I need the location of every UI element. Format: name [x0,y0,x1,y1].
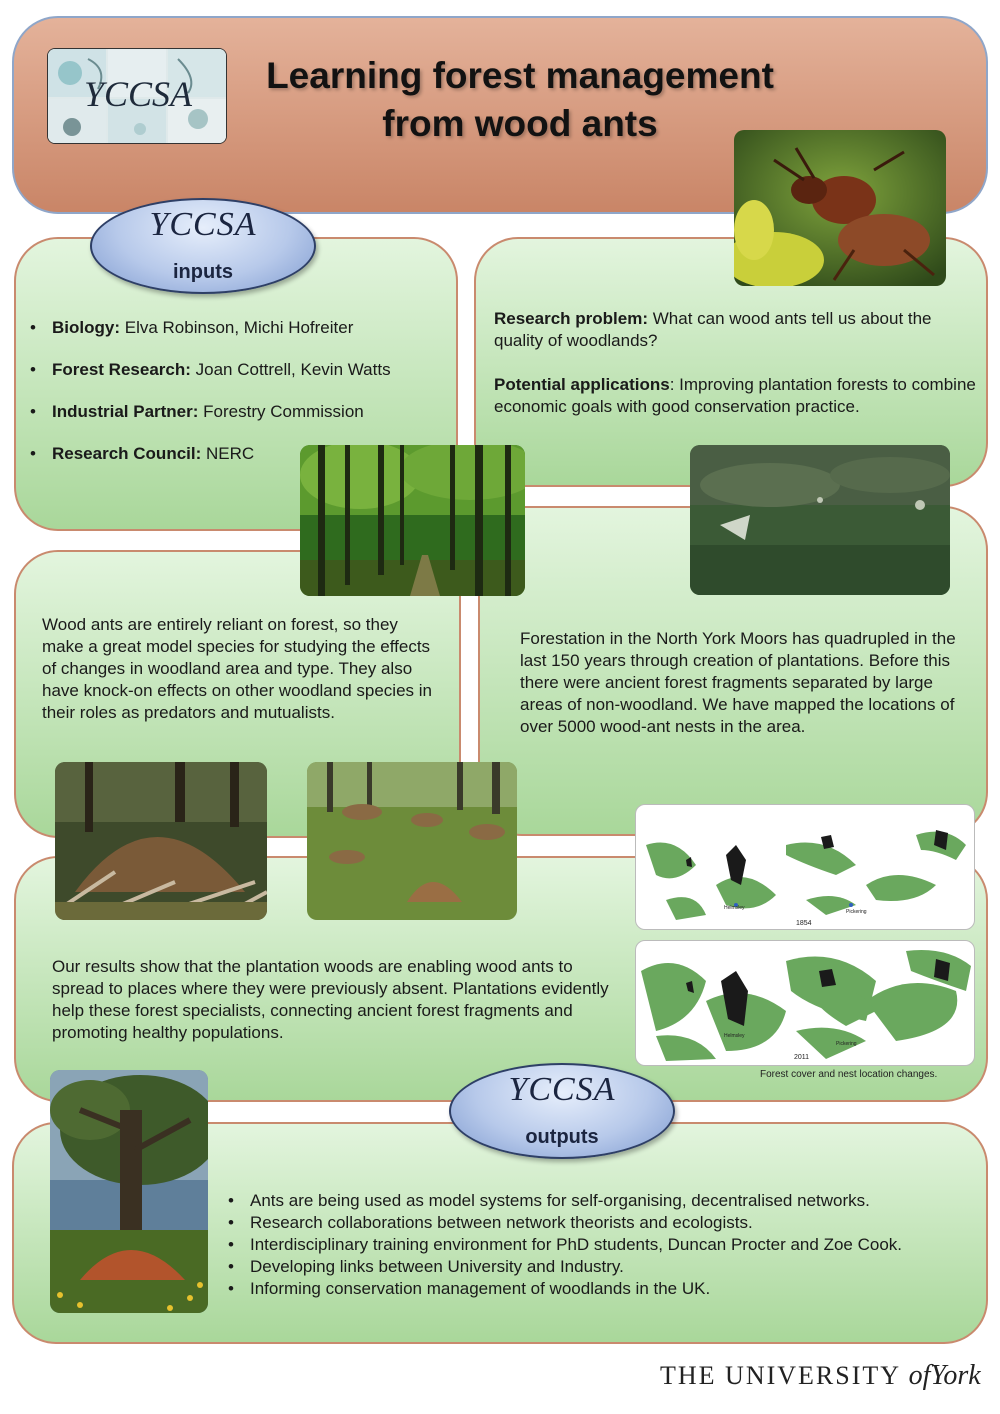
output-item-text: Research collaborations between network theorists and ecologists. [250,1213,753,1232]
ant-mounds-grass-photo [307,762,517,920]
input-label: Biology: [52,318,120,337]
university-name-pre: THE UNIVERSITY [660,1361,901,1390]
university-of-york-logo [660,1360,981,1392]
applications-text: : Improving plantation forests to combine economic goals with good conservation practice. [494,375,976,416]
research-problem-text: What can wood ants tell us about the quality of woodlands? [494,309,932,350]
input-value: Forestry Commission [203,402,364,421]
list-item [228,1212,978,1234]
list-item [228,1278,978,1300]
list-item [30,318,430,338]
ant-mound-photo [55,762,267,920]
input-value: NERC [206,444,255,463]
input-label: Forest Research: [52,360,191,379]
forest-photo [300,445,525,596]
map2-place1-label: Helmsley [724,1033,745,1039]
input-value: Joan Cottrell, Kevin Watts [195,360,391,379]
yccsa-logo [47,48,227,144]
map2-place2-label: Pickering [836,1041,857,1047]
research-text [494,308,976,418]
bullet: • [30,402,36,421]
list-item [30,402,430,422]
outputs-badge [449,1063,675,1159]
forest-map-1854 [635,804,975,930]
inputs-list [30,318,430,464]
logo-text: YCCSA [83,74,193,114]
list-item [228,1190,978,1212]
applications-label: Potential applications [494,375,670,394]
satellite-photo [690,445,950,595]
results-text: Our results show that the plantation woods are enabling wood ants to spread to places where they were previously absent. Plantations evidently help these forest specialists, connecting ancient forest fragments and promoting healthy populations. [52,957,609,1042]
ant-photo [734,130,946,286]
bullet: • [228,1235,234,1254]
list-item [228,1256,978,1278]
input-value: Elva Robinson, Michi Hofreiter [124,318,354,337]
bullet: • [30,318,36,337]
potential-applications [494,374,976,418]
input-label: Research Council: [52,444,202,463]
bullet: • [30,444,36,463]
page-title [235,52,805,148]
bullet: • [228,1191,234,1210]
map2-year: 2011 [794,1054,810,1061]
research-problem-label: Research problem: [494,309,648,328]
outputs-list [228,1190,978,1300]
forest-map-2011 [635,940,975,1066]
bullet: • [228,1279,234,1298]
research-problem [494,308,976,352]
output-item-text: Developing links between University and Industry. [250,1257,624,1276]
output-item-text: Informing conservation management of woodlands in the UK. [250,1279,711,1298]
university-name-of: of [908,1360,931,1391]
input-label: Industrial Partner: [52,402,199,421]
outputs-badge-label: outputs [525,1126,599,1148]
inputs-badge-brand: YCCSA [149,206,257,243]
tree-mound-photo [50,1070,208,1313]
map-caption: Forest cover and nest location changes. [760,1069,938,1080]
outputs-badge-brand: YCCSA [508,1071,616,1108]
output-item-text: Ants are being used as model systems for self-organising, decentralised networks. [250,1191,870,1210]
map1-year: 1854 [796,920,812,927]
wood-ants-text: Wood ants are entirely reliant on forest, so they make a great model species for studying the effects of changes in woodland area and type. They also have knock-on effects on other woodland species in their roles as predators and mutualists. [42,615,432,722]
output-item-text: Interdisciplinary training environment for PhD students, Duncan Procter and Zoe Cook. [250,1235,902,1254]
title-line-1: Learning forest management [266,55,774,96]
title-line-2: from wood ants [382,103,658,144]
bullet: • [228,1257,234,1276]
inputs-badge [90,198,316,294]
forestation-text: Forestation in the North York Moors has quadrupled in the last 150 years through creation of plantations. Before this there were ancient forest fragments separated by large areas of non-woodland. We have mapped the locations of over 5000 wood-ant nests in the area. [520,629,956,736]
map1-place2-label: Pickering [846,909,867,915]
map1-place1-label: Helmsley [724,905,745,911]
inputs-badge-label: inputs [173,261,233,283]
list-item [228,1234,978,1256]
university-name-post: York [930,1360,981,1391]
bullet: • [228,1213,234,1232]
bullet: • [30,360,36,379]
list-item [30,360,430,380]
